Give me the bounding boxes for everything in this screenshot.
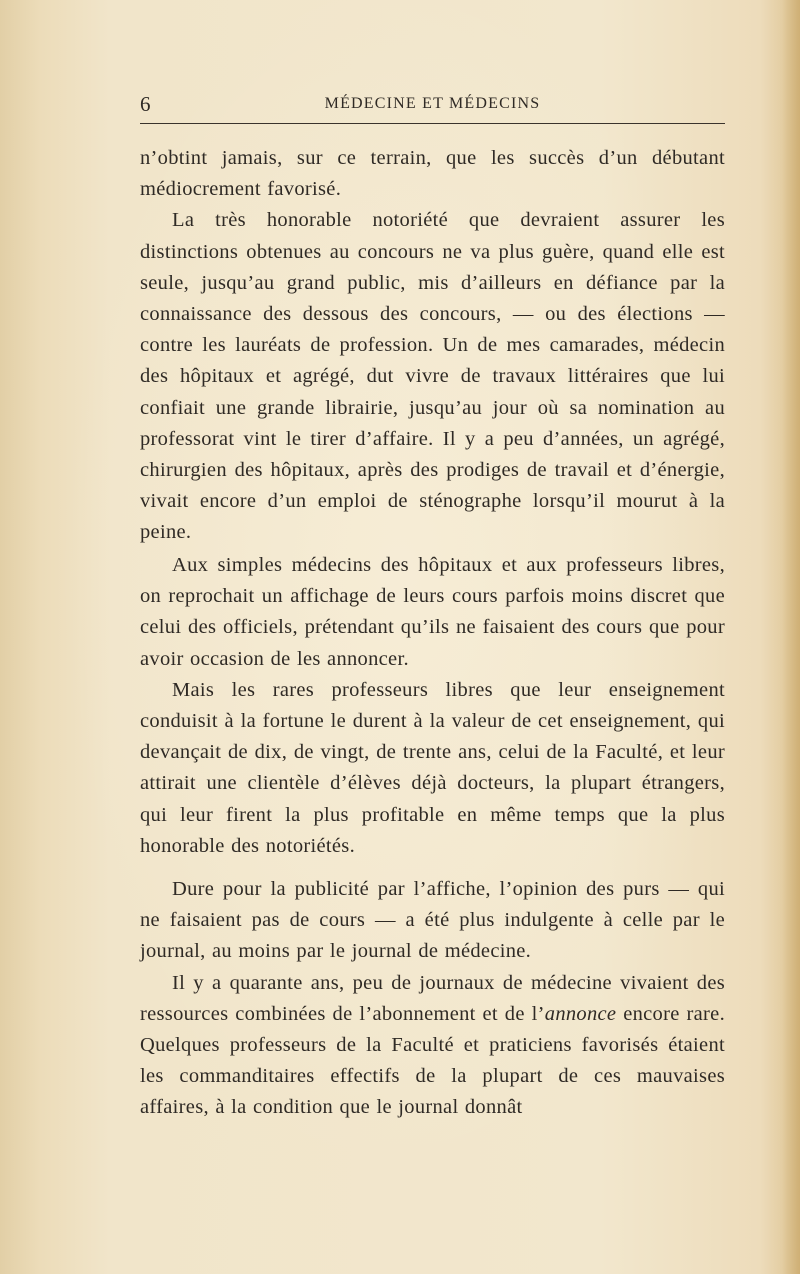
text-section-2 — [140, 550, 725, 862]
paragraph-with-italic — [140, 968, 725, 1124]
italic-word: annonce — [544, 1002, 617, 1025]
paragraph-text-before: Il y a quarante ans, peu de journaux de médecine vivaient des ressources combinées de l’abonnement et de l’ — [140, 971, 725, 1025]
text-section-3 — [140, 874, 725, 1124]
header-rule — [140, 123, 725, 124]
text-section-1 — [140, 143, 725, 549]
page-edge-shadow — [782, 0, 800, 1274]
running-title: MÉDECINE ET MÉDECINS — [324, 95, 541, 112]
page-header — [140, 90, 725, 118]
page-number: 6 — [140, 92, 151, 116]
paragraph: Aux simples médecins des hôpitaux et aux professeurs libres, on reprochait un affichage de leurs cours parfois moins discret que celui des officiels, prétendant qu’ils ne faisaient des cours que pour avoir occasion de les annoncer. — [140, 554, 725, 670]
paragraph: n’obtint jamais, sur ce terrain, que les succès d’un débutant médiocrement favorisé. — [140, 147, 725, 201]
paragraph: Dure pour la publicité par l’affiche, l’opinion des purs — qui ne faisaient pas de cours — a été plus indulgente à celle par le journal, au moins par le journal de médecine. — [140, 878, 725, 963]
paragraph: Mais les rares professeurs libres que leur enseignement conduisit à la fortune le durent à la valeur de cet enseignement, qui devançait de dix, de vingt, de trente ans, celui de la Faculté, et leur attirait une clientèle d’élèves déjà docteurs, la plupart étrangers, qui leur firent la plus profitable en même temps que la plus honorable des notoriétés. — [140, 678, 725, 857]
paragraph-text-after: encore rare. Quelques professeurs de la Faculté et praticiens favorisés étaient les commanditaires effectifs de la plupart de ces mauvaises affaires, à la condition que le journal donnât — [140, 1002, 725, 1119]
paragraph: La très honorable notoriété que devraient assurer les distinctions obtenues au concours ne va plus guère, quand elle est seule, jusqu’au grand public, mis d’ailleurs en défiance par la connaissance des dessous des concours, — ou des élections — contre les lauréats de profession. Un de mes camarades, médecin des hôpitaux et agrégé, dut vivre de travaux littéraires que lui confiait une grande librairie, jusqu’au jour où sa nomination au professorat vint le tirer d’affaire. Il y a peu d’années, un agrégé, chirurgien des hôpitaux, après des prodiges de travail et d’énergie, vivait encore d’un emploi de sténographe lorsqu’il mourut à la peine. — [140, 209, 725, 544]
